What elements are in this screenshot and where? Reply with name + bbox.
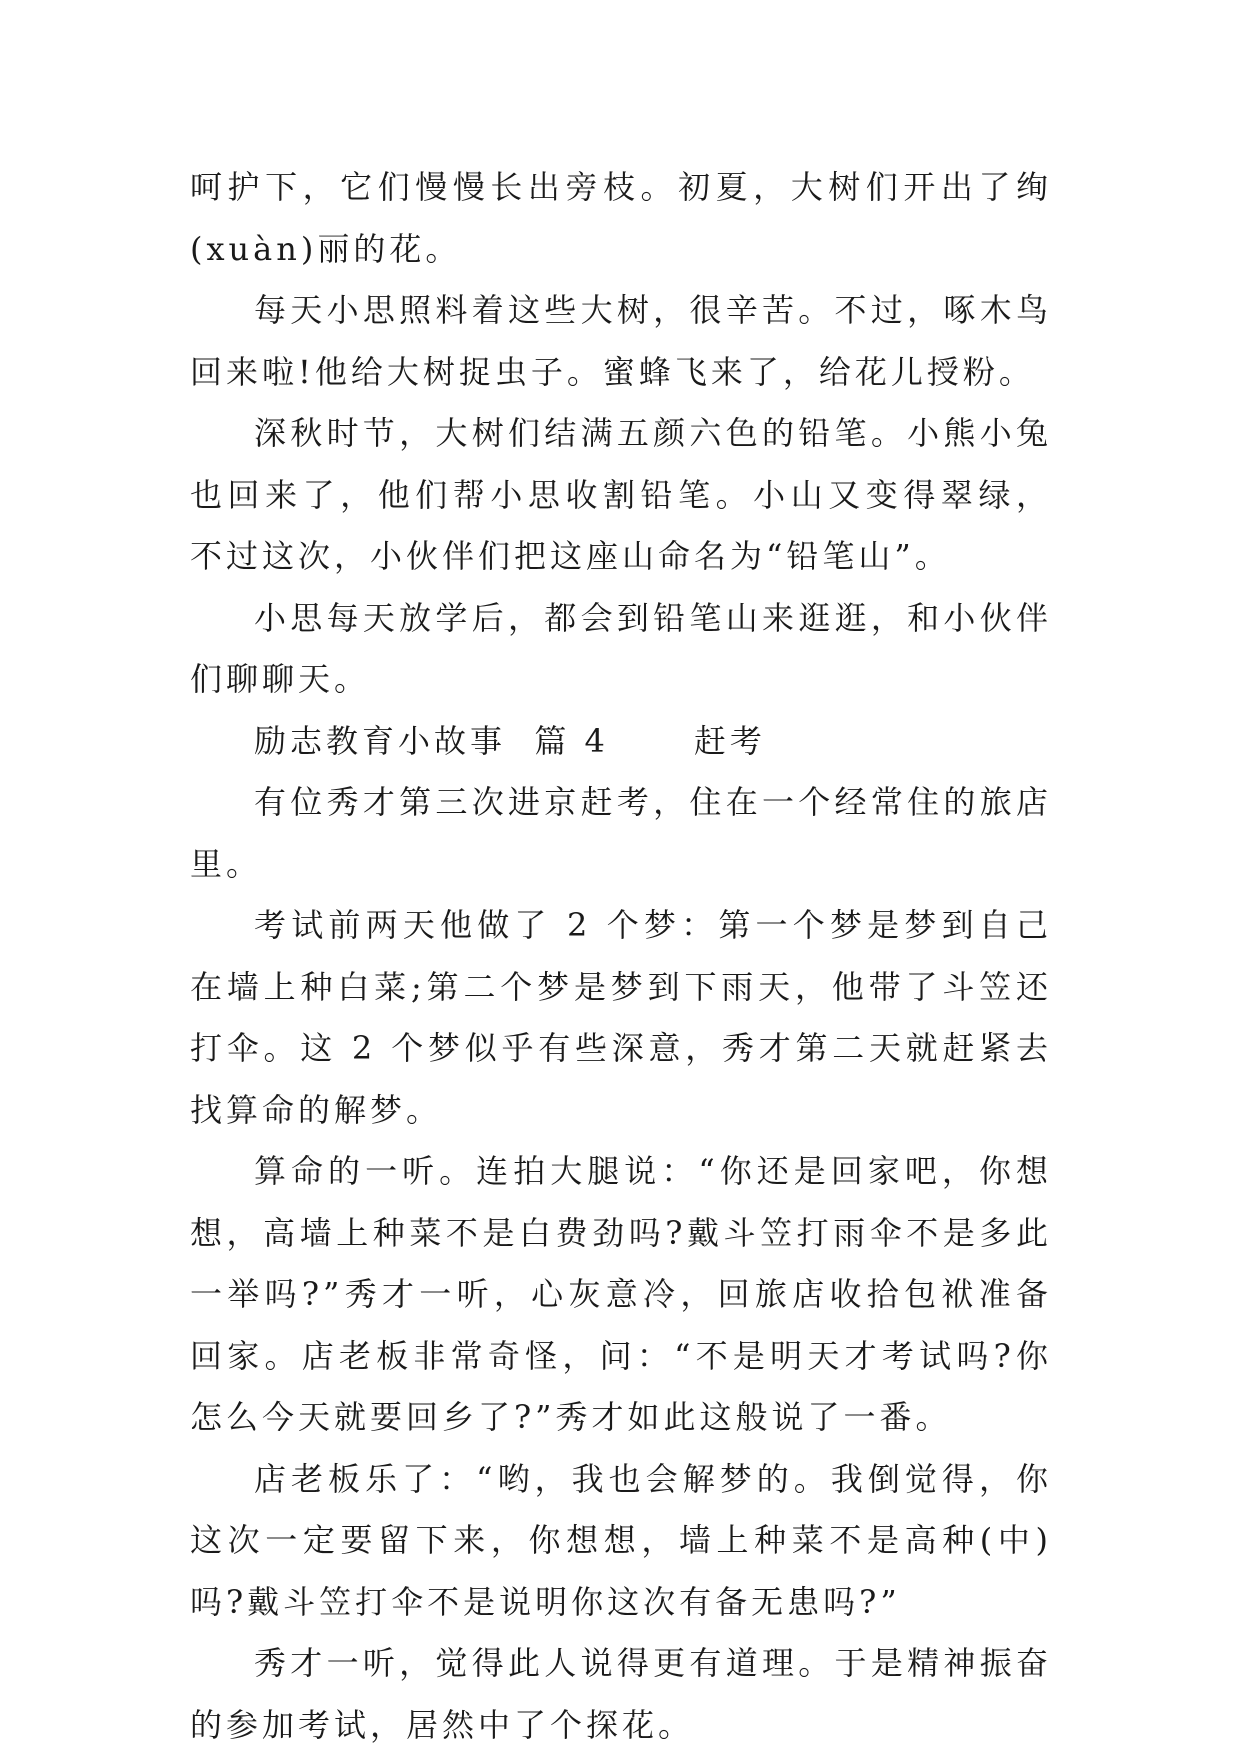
- paragraph-1: 呵护下，它们慢慢长出旁枝。初夏，大树们开出了绚(xuàn)丽的花。: [190, 168, 1052, 268]
- paragraph-4: 小思每天放学后，都会到铅笔山来逛逛，和小伙伴们聊聊天。: [190, 598, 1052, 698]
- paragraph-2: 每天小思照料着这些大树，很辛苦。不过，啄木鸟回来啦!他给大树捉虫子。蜜蜂飞来了，给花儿授粉。: [190, 291, 1052, 391]
- story-paragraph-3: 算命的一听。连拍大腿说：“你还是回家吧，你想想，高墙上种菜不是白费劲吗?戴斗笠打雨伞不是多此一举吗?”秀才一听，心灰意冷，回旅店收拾包袱准备回家。店老板非常奇怪，问：“不是明天才考试吗?你怎么今天就要回乡了?”秀才如此这般说了一番。: [190, 1152, 1052, 1436]
- story-paragraph-4: 店老板乐了：“哟，我也会解梦的。我倒觉得，你这次一定要留下来，你想想，墙上种菜不是高种(中)吗?戴斗笠打伞不是说明你这次有备无患吗?”: [190, 1459, 1052, 1621]
- story-paragraph-2: 考试前两天他做了 2 个梦：第一个梦是梦到自己在墙上种白菜;第二个梦是梦到下雨天，他带了斗笠还打伞。这 2 个梦似乎有些深意，秀才第二天就赶紧去找算命的解梦。: [190, 906, 1052, 1129]
- document-body: [190, 157, 1052, 1756]
- section-heading: 励志教育小故事 篇 4 赶考: [254, 721, 766, 760]
- paragraph-3: 深秋时节，大树们结满五颜六色的铅笔。小熊小兔也回来了，他们帮小思收割铅笔。小山又变得翠绿，不过这次，小伙伴们把这座山命名为“铅笔山”。: [190, 414, 1052, 575]
- story-paragraph-1: 有位秀才第三次进京赶考，住在一个经常住的旅店里。: [190, 783, 1052, 883]
- story-paragraph-5: 秀才一听，觉得此人说得更有道理。于是精神振奋的参加考试，居然中了个探花。: [190, 1644, 1052, 1744]
